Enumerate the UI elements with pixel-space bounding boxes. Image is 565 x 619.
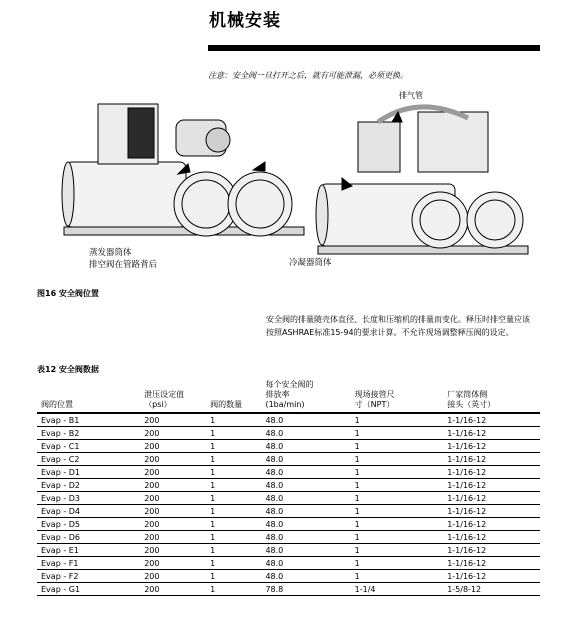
table-row: [37, 557, 540, 570]
table-body: [37, 413, 540, 596]
safety-valve-table: [37, 380, 540, 596]
table-cell: 1: [208, 570, 263, 583]
table-cell: 48.0: [263, 531, 352, 544]
table-cell: 1: [208, 492, 263, 505]
label-condenser-shell: 冷凝器筒体: [289, 258, 332, 268]
title-rule: [208, 45, 540, 51]
table-cell: Evap - E1: [37, 544, 142, 557]
table-cell: 1: [208, 479, 263, 492]
table-cell: 1-1/16-12: [445, 413, 540, 427]
table-cell: 1-1/16-12: [445, 479, 540, 492]
table-cell: 48.0: [263, 427, 352, 440]
table-cell: 1: [353, 544, 446, 557]
table-cell: 1: [208, 544, 263, 557]
table-row: [37, 583, 540, 596]
table-row: [37, 505, 540, 518]
table-cell: 48.0: [263, 570, 352, 583]
table-cell: 1-1/16-12: [445, 544, 540, 557]
table-cell: Evap - D5: [37, 518, 142, 531]
table-cell: 1: [208, 583, 263, 596]
table-cell: 1-1/16-12: [445, 570, 540, 583]
label-vent-valve: 排空阀在管路背后: [89, 260, 158, 270]
table-cell: 1-1/16-12: [445, 453, 540, 466]
table-row: [37, 531, 540, 544]
table-row: [37, 492, 540, 505]
table-cell: 1: [353, 531, 446, 544]
table-cell: Evap - C1: [37, 440, 142, 453]
body-paragraph: 安全阀的排量随壳体直径、长度和压缩机的排量而变化。释压时排空量应该按照ASHRAE标准15-94的要求计算。不允许现场调整释压阀的设定。: [266, 315, 530, 337]
table-cell: 1: [208, 505, 263, 518]
page-title: 机械安装: [209, 11, 281, 31]
table-caption: 表12 安全阀数据: [37, 365, 99, 374]
table-cell: 200: [142, 531, 208, 544]
table-row: [37, 518, 540, 531]
table-cell: 1-1/16-12: [445, 492, 540, 505]
table-cell: 1: [353, 466, 446, 479]
table-cell: 1: [208, 427, 263, 440]
table-cell: Evap - B2: [37, 427, 142, 440]
table-cell: 200: [142, 544, 208, 557]
table-row: [37, 413, 540, 427]
table-cell: 48.0: [263, 557, 352, 570]
table-header-row: [37, 380, 540, 413]
header-valve-count: 阀的数量: [210, 400, 243, 409]
table-cell: 48.0: [263, 492, 352, 505]
table-cell: 48.0: [263, 440, 352, 453]
table-cell: 48.0: [263, 544, 352, 557]
table-cell: 1-1/16-12: [445, 466, 540, 479]
table-cell: 200: [142, 518, 208, 531]
table-cell: Evap - D4: [37, 505, 142, 518]
figure-caption: 图16 安全阀位置: [37, 289, 99, 298]
table-cell: 1: [353, 505, 446, 518]
table-row: [37, 427, 540, 440]
table-cell: 1: [353, 492, 446, 505]
table-cell: 200: [142, 453, 208, 466]
header-field-connection: 现场接管尺 寸（NPT）: [354, 390, 395, 409]
table-row: [37, 544, 540, 557]
table-row: [37, 570, 540, 583]
table-cell: 1: [208, 440, 263, 453]
table-cell: 1: [353, 479, 446, 492]
table-cell: 200: [142, 492, 208, 505]
table-cell: 48.0: [263, 466, 352, 479]
table-cell: Evap - F1: [37, 557, 142, 570]
table-cell: 1: [353, 427, 446, 440]
table-cell: Evap - C2: [37, 453, 142, 466]
header-discharge-rate: 每个安全阀的 排放率 (1ba/min): [265, 380, 314, 409]
right-chiller-illustration: [316, 107, 528, 254]
table-cell: Evap - G1: [37, 583, 142, 596]
table-cell: 1-1/16-12: [445, 557, 540, 570]
table-cell: 1: [208, 453, 263, 466]
table-cell: 1-1/16-12: [445, 440, 540, 453]
table-cell: 200: [142, 466, 208, 479]
table-cell: 1: [353, 557, 446, 570]
table-cell: Evap - D6: [37, 531, 142, 544]
table-cell: 1-1/16-12: [445, 531, 540, 544]
table-cell: Evap - D3: [37, 492, 142, 505]
header-valve-location: 阀的位置: [41, 400, 73, 409]
table-row: [37, 466, 540, 479]
table-cell: 1: [353, 570, 446, 583]
table-cell: Evap - B1: [37, 413, 142, 427]
table-cell: 200: [142, 413, 208, 427]
table-cell: 1: [208, 518, 263, 531]
table-cell: 200: [142, 505, 208, 518]
table-cell: 48.0: [263, 518, 352, 531]
left-chiller-illustration: [62, 104, 304, 236]
table-cell: 200: [142, 557, 208, 570]
table-cell: 1-1/16-12: [445, 518, 540, 531]
label-exhaust-pipe: 排气管: [399, 91, 423, 100]
table-cell: 1: [208, 413, 263, 427]
table-cell: 48.0: [263, 453, 352, 466]
table-row: [37, 453, 540, 466]
table-cell: 48.0: [263, 505, 352, 518]
warning-note: 注意：安全阀一旦打开之后，就有可能泄漏，必须更换。: [208, 71, 408, 80]
table-cell: 1: [208, 466, 263, 479]
table-cell: Evap - D2: [37, 479, 142, 492]
table-cell: Evap - F2: [37, 570, 142, 583]
table-cell: Evap - D1: [37, 466, 142, 479]
table-cell: 200: [142, 440, 208, 453]
table-cell: 1: [353, 413, 446, 427]
table-cell: 1-1/16-12: [445, 505, 540, 518]
table-cell: 1-1/16-12: [445, 427, 540, 440]
table-cell: 1-1/4: [353, 583, 446, 596]
table-cell: 1: [353, 453, 446, 466]
table-row: [37, 440, 540, 453]
table-cell: 200: [142, 583, 208, 596]
table-cell: 200: [142, 427, 208, 440]
table-cell: 1: [353, 518, 446, 531]
table-cell: 48.0: [263, 479, 352, 492]
table-cell: 1: [208, 531, 263, 544]
table-cell: 1: [208, 557, 263, 570]
table-cell: 1-5/8-12: [445, 583, 540, 596]
table-row: [37, 479, 540, 492]
header-shell-connection: 厂家筒体侧 接头（英寸）: [447, 390, 496, 409]
table-cell: 1: [353, 440, 446, 453]
table-cell: 200: [142, 479, 208, 492]
label-evaporator: [89, 247, 157, 271]
header-relief-setting: 泄压设定值 （psi）: [144, 390, 185, 409]
table-cell: 78.8: [263, 583, 352, 596]
table-cell: 200: [142, 570, 208, 583]
label-evaporator-shell: 蒸发器筒体: [89, 248, 132, 258]
table-cell: 48.0: [263, 413, 352, 427]
